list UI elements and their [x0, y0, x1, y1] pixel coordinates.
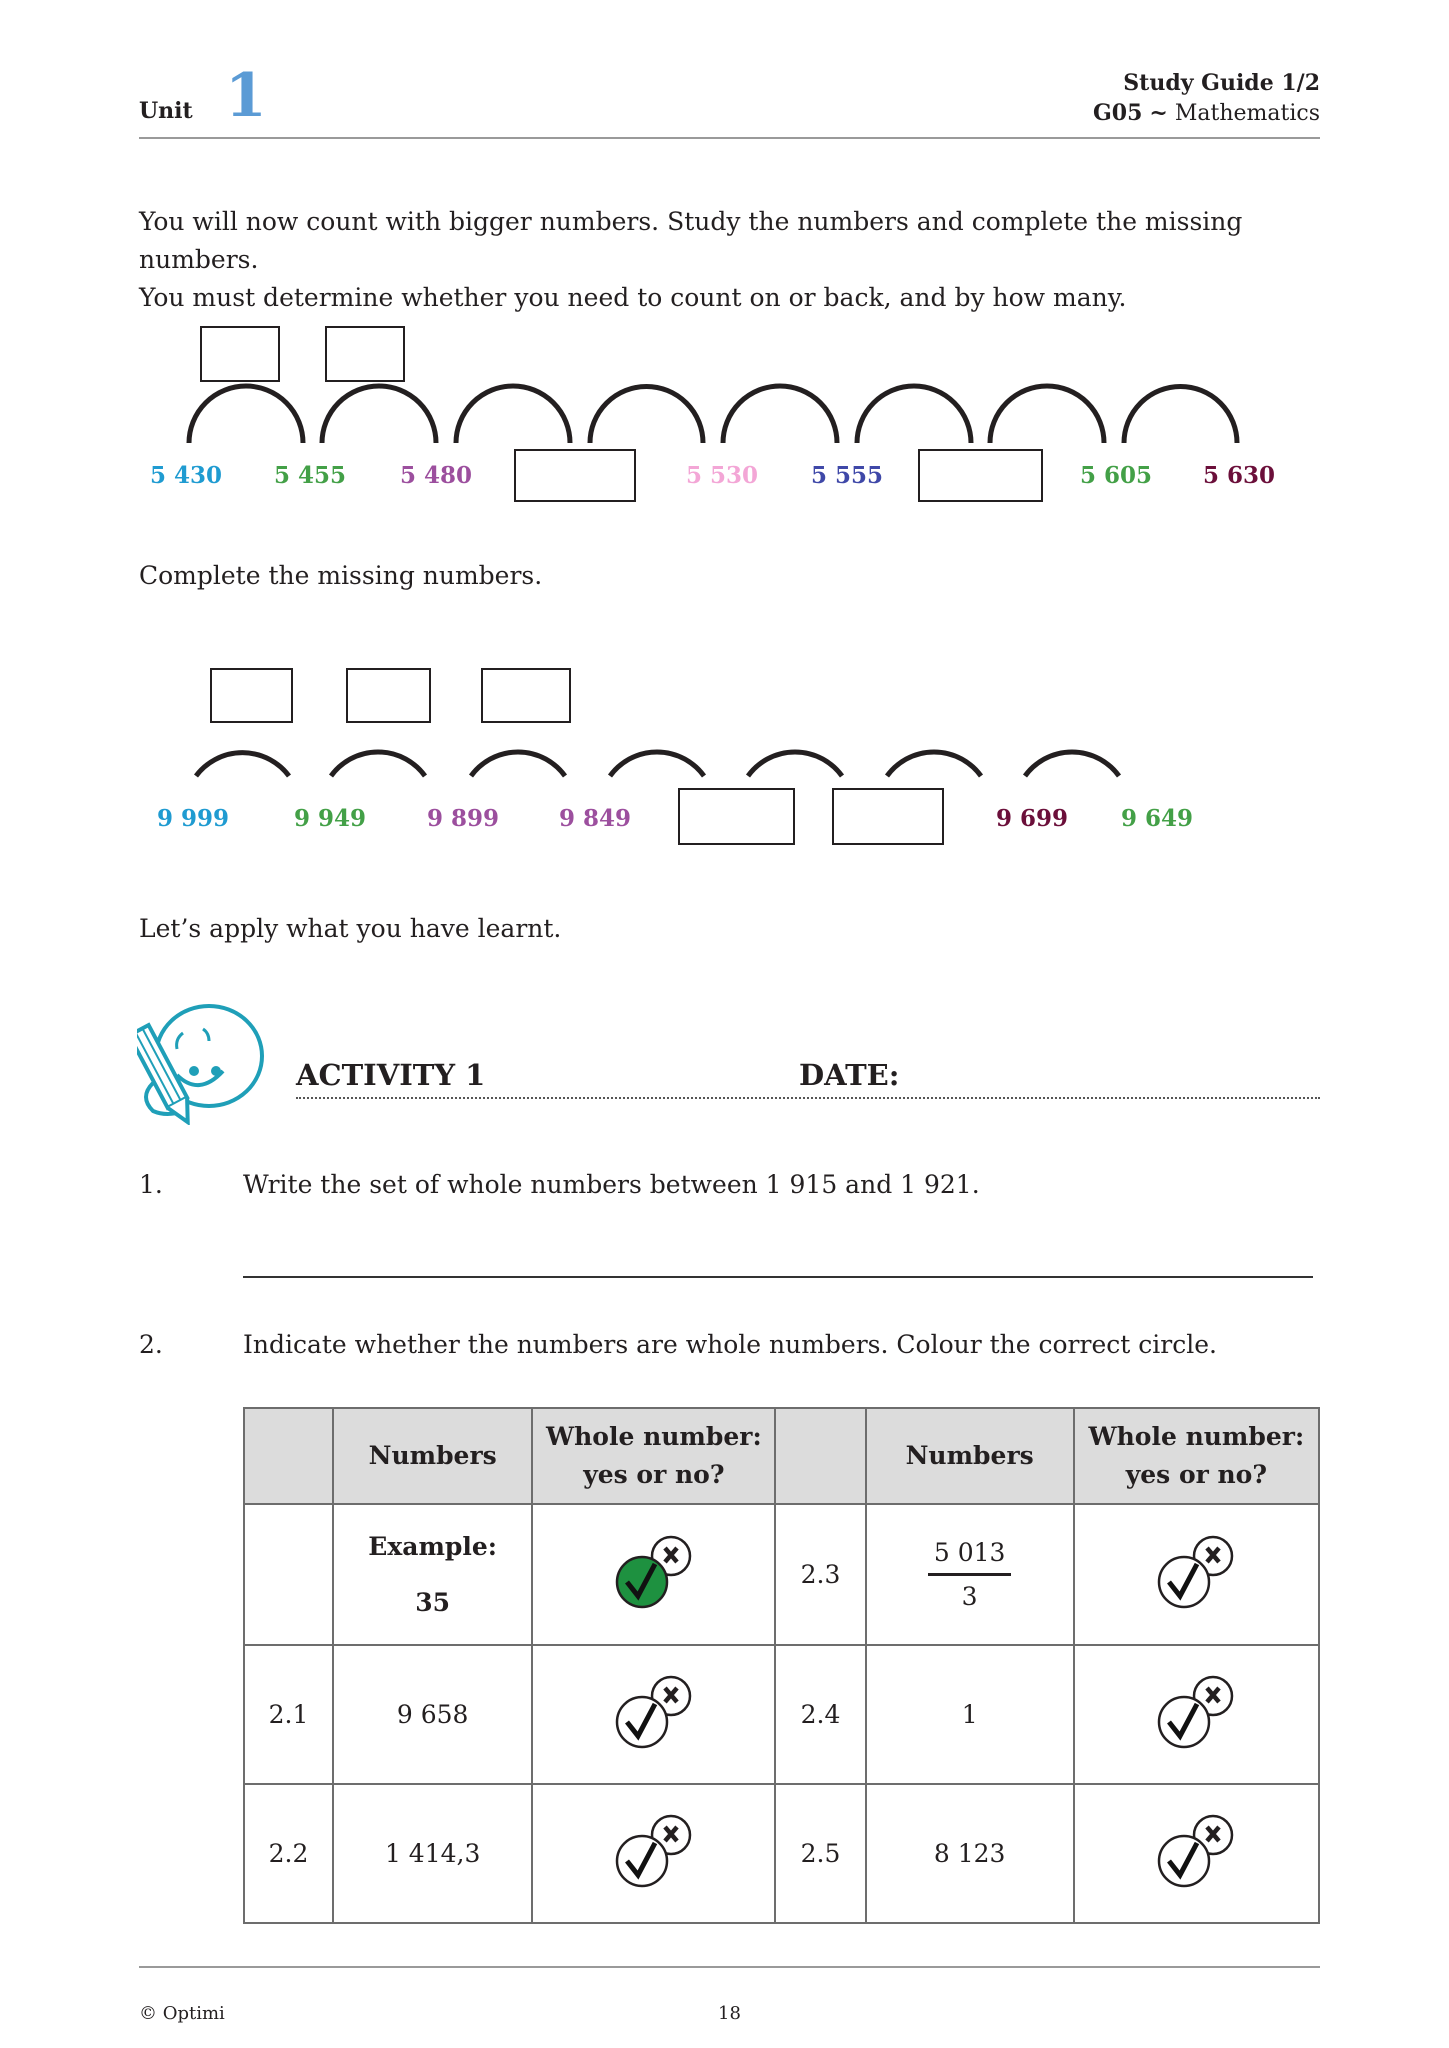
example-label: Example: — [368, 1531, 498, 1561]
table-row — [244, 1504, 1319, 1645]
smiley-pencil-icon — [137, 1003, 267, 1125]
row-id: 2.5 — [775, 1784, 865, 1923]
yes-no-cell — [532, 1784, 775, 1923]
header-line: Whole number: — [1088, 1422, 1305, 1451]
yes-no-cell — [1074, 1645, 1319, 1784]
question-number: 2. — [139, 1330, 163, 1359]
unit-number: 1 — [225, 61, 267, 131]
check-cross-icon[interactable] — [1151, 1672, 1241, 1752]
answer-line[interactable] — [243, 1276, 1313, 1278]
numerator: 5 013 — [928, 1538, 1012, 1576]
row-id: 2.4 — [775, 1645, 865, 1784]
number-label: 9 899 — [427, 805, 500, 832]
number-label: 9 699 — [996, 805, 1069, 832]
unit-label: Unit — [139, 98, 193, 124]
number-cell: 8 123 — [866, 1784, 1074, 1923]
table-header-row — [244, 1408, 1319, 1504]
table-row — [244, 1645, 1319, 1784]
denominator: 3 — [961, 1582, 978, 1611]
number-line-2 — [0, 0, 1449, 860]
fraction — [928, 1538, 1012, 1611]
header-line: Whole number: — [546, 1422, 762, 1451]
header-cell — [775, 1408, 865, 1504]
check-cross-icon[interactable] — [1151, 1811, 1241, 1891]
row-id — [244, 1504, 333, 1645]
number-cell: 1 414,3 — [333, 1784, 532, 1923]
example-cell — [333, 1504, 532, 1645]
number-label: 9 949 — [294, 805, 367, 832]
header-line: yes or no? — [583, 1460, 725, 1489]
instruction-complete: Complete the missing numbers. — [139, 561, 543, 590]
check-cross-icon[interactable] — [609, 1672, 699, 1752]
header-cell — [244, 1408, 333, 1504]
subject: Mathematics — [1174, 101, 1320, 126]
number-label: 5 555 — [811, 462, 884, 489]
header-cell: Numbers — [866, 1408, 1074, 1504]
yes-no-cell — [532, 1645, 775, 1784]
copyright: © Optimi — [139, 2003, 225, 2024]
intro-line-1: You will now count with bigger numbers. Study the numbers and complete the missing numbers. — [139, 207, 1243, 274]
grade-code: G05 — [1093, 100, 1143, 126]
number-label: 9 849 — [559, 805, 632, 832]
row-id: 2.1 — [244, 1645, 333, 1784]
number-cell — [866, 1504, 1074, 1645]
row-id: 2.3 — [775, 1504, 865, 1645]
number-label: 5 605 — [1080, 462, 1153, 489]
header-line: yes or no? — [1125, 1460, 1267, 1489]
intro-line-2: You must determine whether you need to count on or back, and by how many. — [139, 283, 1127, 312]
check-cross-icon-selected[interactable] — [609, 1532, 699, 1612]
row-id: 2.2 — [244, 1784, 333, 1923]
separator: ~ — [1149, 100, 1168, 126]
jump-arcs — [0, 0, 1449, 860]
question-text: Write the set of whole numbers between 1 915 and 1 921. — [243, 1170, 980, 1199]
missing-number-box[interactable] — [832, 788, 944, 845]
apply-text: Let’s apply what you have learnt. — [139, 914, 562, 943]
footer-divider — [139, 1966, 1320, 1968]
header-cell: Numbers — [333, 1408, 532, 1504]
whole-number-table — [243, 1407, 1320, 1924]
example-value: 35 — [415, 1587, 451, 1617]
number-cell: 1 — [866, 1645, 1074, 1784]
number-cell: 9 658 — [333, 1645, 532, 1784]
header-cell — [1074, 1408, 1319, 1504]
study-guide-label: Study Guide 1/2 — [1123, 70, 1320, 96]
yes-no-cell — [1074, 1784, 1319, 1923]
number-label: 9 649 — [1121, 805, 1194, 832]
table-row — [244, 1784, 1319, 1923]
missing-number-box[interactable] — [678, 788, 795, 845]
date-label: DATE: — [799, 1058, 900, 1092]
number-label: 5 630 — [1203, 462, 1276, 489]
number-label: 5 455 — [274, 462, 347, 489]
yes-no-cell — [532, 1504, 775, 1645]
yes-no-cell — [1074, 1504, 1319, 1645]
question-number: 1. — [139, 1170, 163, 1199]
number-label: 5 530 — [686, 462, 759, 489]
check-cross-icon[interactable] — [609, 1811, 699, 1891]
activity-title: ACTIVITY 1 — [296, 1058, 486, 1092]
question-text: Indicate whether the numbers are whole numbers. Colour the correct circle. — [243, 1330, 1217, 1359]
number-label: 5 480 — [400, 462, 473, 489]
number-label: 9 999 — [157, 805, 230, 832]
header-cell — [532, 1408, 775, 1504]
check-cross-icon[interactable] — [1151, 1532, 1241, 1612]
page-number: 18 — [718, 2003, 741, 2024]
activity-dotted-line — [296, 1097, 1320, 1099]
number-label: 5 430 — [150, 462, 223, 489]
